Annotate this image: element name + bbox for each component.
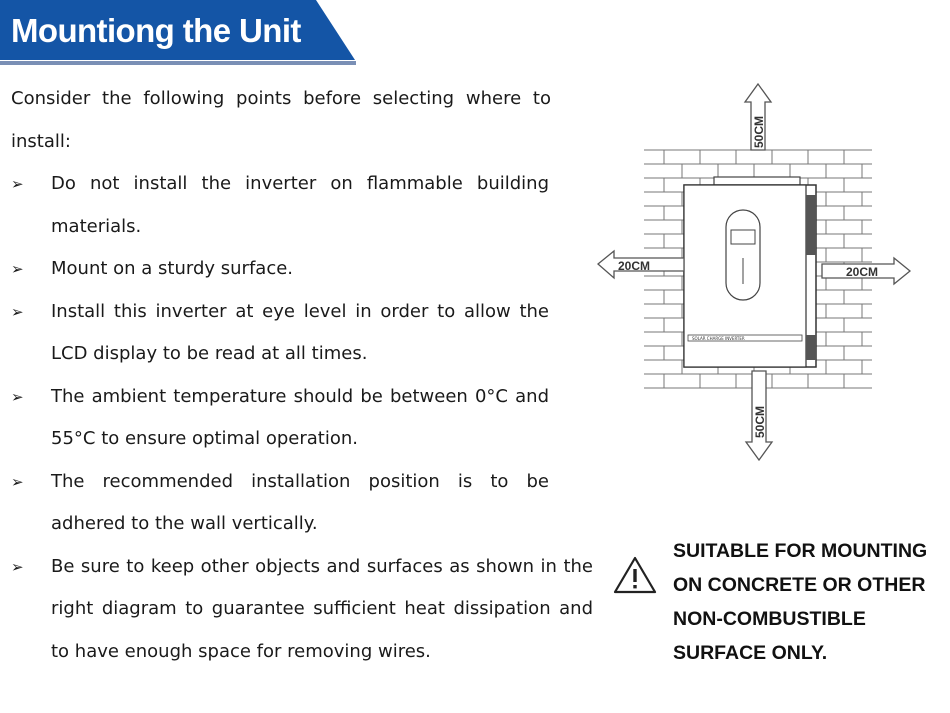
inverter-unit [684, 177, 816, 367]
bullet-arrow-icon: ➢ [11, 557, 24, 576]
warning-triangle-icon [612, 555, 658, 595]
top-clearance-label: 50CM [752, 115, 766, 148]
clearance-arrow-bottom [746, 371, 772, 460]
clearance-arrow-left [598, 251, 684, 278]
intro-text: Consider the following points before selecting where to install: [11, 88, 551, 152]
list-item [0, 291, 600, 376]
bullet-arrow-icon: ➢ [11, 302, 24, 321]
section-header [0, 0, 355, 64]
bullet-arrow-icon: ➢ [11, 260, 24, 278]
bullet-arrow-icon: ➢ [11, 472, 24, 491]
list-item-text: The ambient temperature should be between 0°C and 55°C to ensure optimal operation. [51, 385, 549, 449]
bullet-list [0, 163, 600, 673]
list-item [0, 546, 600, 674]
left-clearance-label: 20CM [618, 259, 651, 273]
bottom-clearance-label: 50CM [753, 405, 767, 438]
bullet-arrow-icon: ➢ [11, 387, 24, 406]
list-item [0, 248, 600, 291]
right-clearance-label: 20CM [846, 265, 879, 279]
bullet-arrow-icon: ➢ [11, 175, 24, 193]
page-title: Mountiong the Unit [11, 12, 301, 49]
clearance-arrow-top [745, 84, 771, 150]
list-item-text: Do not install the inverter on flammable building materials. [51, 173, 549, 237]
list-item-text: Mount on a sturdy surface. [51, 258, 294, 279]
list-item-text: Install this inverter at eye level in order to allow the LCD display to be read at all times. [51, 300, 549, 364]
device-label: SOLAR CHARGE INVERTER [692, 336, 745, 341]
mounting-warning: SUITABLE FOR MOUNTING ON CONCRETE OR OTHER NON-COMBUSTIBLE SURFACE ONLY. [673, 540, 928, 664]
list-item-text: Be sure to keep other objects and surfaces as shown in the right diagram to guarantee sufficient heat dissipation and to have enough space for removing wires. [51, 555, 593, 662]
list-item-text: The recommended installation position is to be adhered to the wall vertically. [51, 470, 549, 534]
list-item [0, 376, 600, 461]
list-item [0, 163, 600, 248]
clearance-diagram [590, 78, 915, 468]
list-item [0, 461, 600, 546]
